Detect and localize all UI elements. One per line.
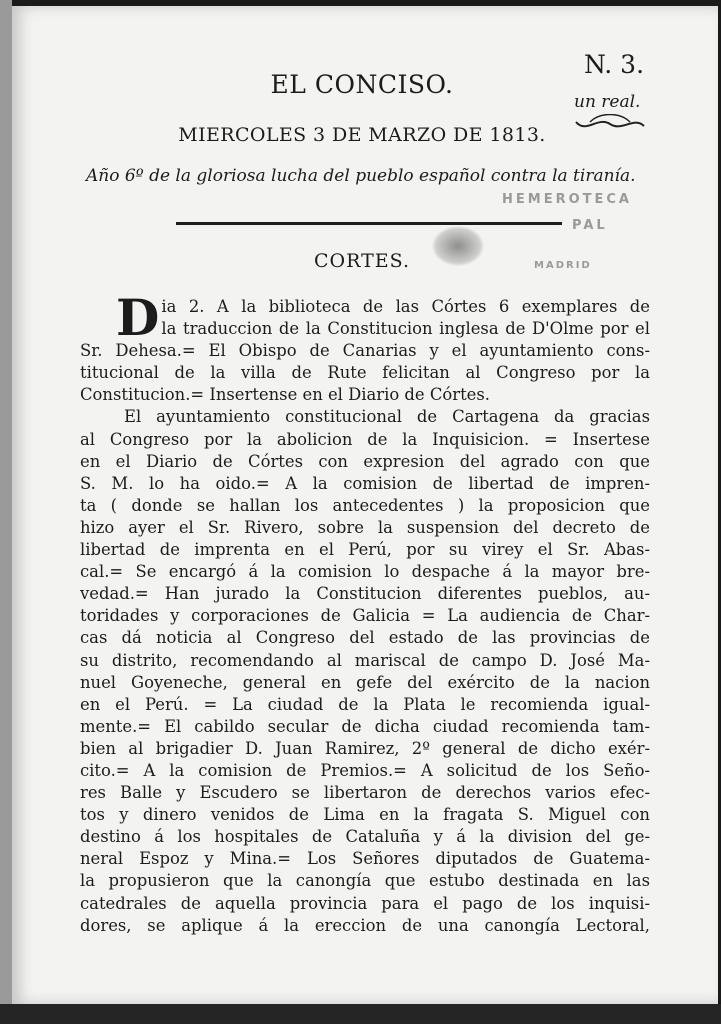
newspaper-title: EL CONCISO. bbox=[270, 70, 454, 99]
motto: Año 6º de la gloriosa lucha del pueblo español contra la tiranía. bbox=[86, 166, 636, 186]
text-line: su distrito, recomendando al mariscal de campo D. José Ma- bbox=[80, 650, 650, 670]
text-line: al Congreso por la abolicion de la Inquisicion. = Insertese bbox=[80, 429, 650, 449]
text-line: res Balle y Escudero se libertaron de derechos varios efec- bbox=[80, 783, 650, 803]
issue-number: N. 3. bbox=[584, 50, 645, 79]
dateline: MIERCOLES 3 DE MARZO DE 1813. bbox=[178, 124, 546, 146]
section-title: CORTES. bbox=[313, 250, 410, 272]
text-line: libertad de imprenta en el Perú, por su virey el Sr. Abas- bbox=[80, 540, 650, 560]
library-stamp-line: PAL bbox=[572, 218, 608, 233]
drop-cap: D bbox=[116, 288, 160, 347]
scan-bottom-edge bbox=[0, 1004, 721, 1024]
library-stamp-line: MADRID bbox=[534, 260, 592, 271]
text-line: dores, se aplique á la ereccion de una canongía Lectoral, bbox=[80, 915, 650, 935]
text-line: la propusieron que la canongía que estubo destinada en las bbox=[80, 871, 650, 891]
text-line: hizo ayer el Sr. Rivero, sobre la suspension del decreto de bbox=[80, 517, 650, 537]
text-line: la traduccion de la Constitucion inglesa de D'Olme por el bbox=[161, 319, 650, 339]
text-line: vedad.= Han jurado la Constitucion diferentes pueblos, au- bbox=[80, 584, 650, 604]
issue-price: un real. bbox=[574, 92, 641, 112]
library-stamp-line: HEMEROTECA bbox=[502, 192, 632, 207]
text-line: bien al brigadier D. Juan Ramirez, 2º general de dicho exér- bbox=[80, 738, 650, 758]
text-line: S. M. lo ha oido.= A la comision de libertad de impren- bbox=[80, 473, 650, 493]
text-line: toridades y corporaciones de Galicia = La audiencia de Char- bbox=[80, 606, 650, 626]
text-line: Sr. Dehesa.= El Obispo de Canarias y el ayuntamiento cons- bbox=[80, 341, 650, 361]
article-body bbox=[80, 288, 650, 937]
text-line: neral Espoz y Mina.= Los Señores diputados de Guatema- bbox=[80, 849, 650, 869]
text-line: nuel Goyeneche, general en gefe del exército de la nacion bbox=[80, 672, 650, 692]
text-line: ia 2. A la biblioteca de las Córtes 6 exemplares de bbox=[161, 297, 650, 316]
text-line: en el Perú. = La ciudad de la Plata le recomienda igual- bbox=[80, 694, 650, 714]
text-line: destino á los hospitales de Cataluña y á la division del ge- bbox=[80, 827, 650, 847]
text-line: Constitucion.= Insertense en el Diario de Córtes. bbox=[80, 385, 490, 405]
text-line: titucional de la villa de Rute felicitan al Congreso por la bbox=[80, 363, 650, 383]
text-line: catedrales de aquella provincia para el pago de los inquisi- bbox=[80, 893, 650, 913]
text-line: cas dá noticia al Congreso del estado de las provincias de bbox=[80, 628, 650, 648]
text-line: ta ( donde se hallan los antecedentes ) la proposicion que bbox=[80, 495, 650, 515]
newspaper-page bbox=[12, 6, 718, 1004]
text-line: cal.= Se encargó á la comision lo despache á la mayor bre- bbox=[80, 562, 650, 582]
header-divider bbox=[176, 222, 562, 225]
text-line: en el Diario de Córtes con expresion del agrado con que bbox=[80, 451, 650, 471]
scan-left-edge bbox=[0, 0, 12, 1024]
text-line: cito.= A la comision de Premios.= A solicitud de los Seño- bbox=[80, 760, 650, 780]
text-line: El ayuntamiento constitucional de Cartagena da gracias bbox=[124, 407, 650, 427]
text-line: tos y dinero venidos de Lima en la fragata S. Miguel con bbox=[80, 805, 650, 825]
text-line: mente.= El cabildo secular de dicha ciudad recomienda tam- bbox=[80, 716, 650, 736]
